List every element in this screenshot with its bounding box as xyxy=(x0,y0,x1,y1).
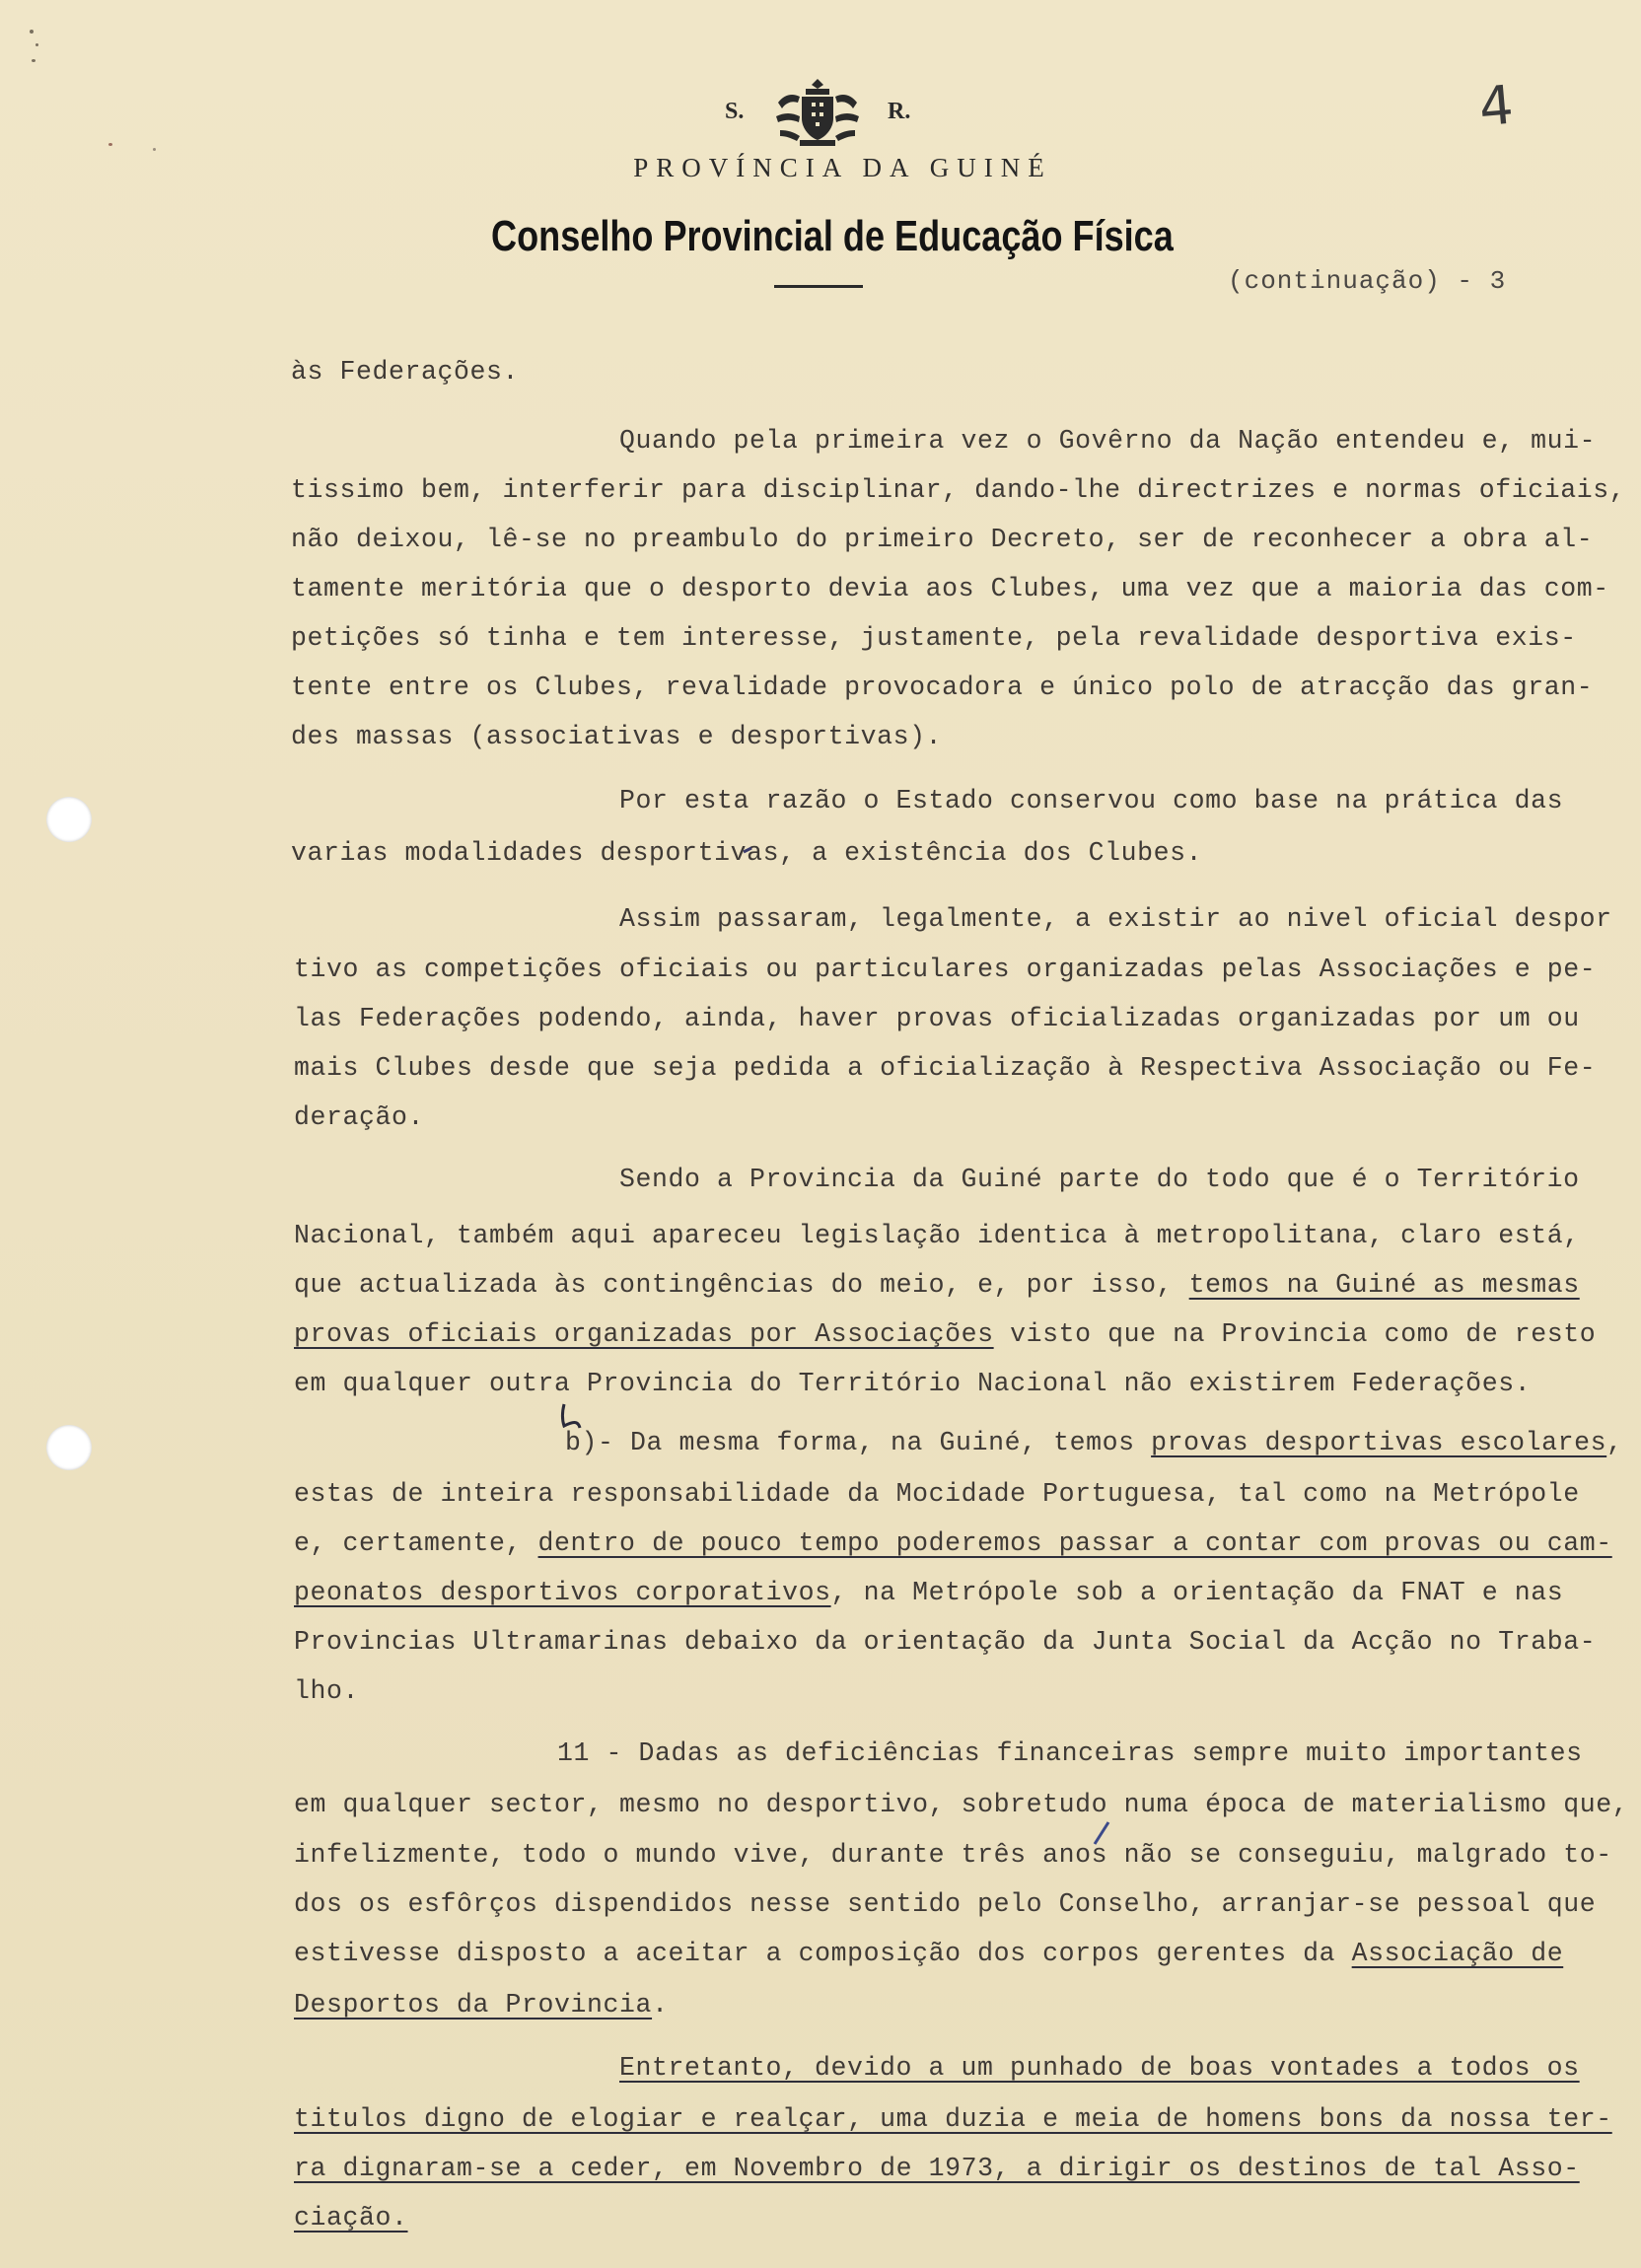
underlined-phrase: temos na Guiné as mesmas xyxy=(1188,1270,1580,1300)
text-span: varias modalidades desportivas, a existência dos Clubes. xyxy=(291,838,1203,868)
underlined-phrase: Entretanto, devido a um punhado de boas vontades a todos os xyxy=(619,2053,1580,2083)
seal-left-letter: S. xyxy=(725,99,745,124)
text-span: às Federações. xyxy=(291,357,520,387)
council-title: Conselho Provincial de Educação Física xyxy=(491,212,1174,260)
text-span: em qualquer outra Provincia do Território Nacional não existirem Federações. xyxy=(294,1369,1532,1398)
text-span: Por esta razão o Estado conservou como base na prática das xyxy=(619,786,1564,815)
text-span: , na Metrópole sob a orientação da FNAT e nas xyxy=(830,1578,1564,1607)
continuation-note: (continuação) - 3 xyxy=(1228,266,1507,296)
text-span: tamente meritória que o desporto devia aos Clubes, uma vez que a maioria das com- xyxy=(291,574,1609,603)
text-span: 11 - Dadas as deficiências financeiras sempre muito importantes xyxy=(557,1738,1583,1768)
text-span: petições só tinha e tem interesse, justamente, pela revalidade desportiva exis- xyxy=(291,623,1577,653)
text-span: e, certamente, xyxy=(294,1528,538,1558)
underlined-phrase: Associação de xyxy=(1351,1939,1564,1968)
text-span: estas de inteira responsabilidade da Mocidade Portuguesa, tal como na Metrópole xyxy=(294,1479,1580,1509)
text-span: infelizmente, todo o mundo vive, durante três anos não se conseguiu, malgrado to- xyxy=(294,1840,1612,1870)
underlined-phrase: ra dignaram-se a ceder, em Novembro de 1973, a dirigir os destinos de tal Asso- xyxy=(294,2154,1580,2183)
text-span: estivesse disposto a aceitar a composição dos corpos gerentes da xyxy=(294,1939,1352,1968)
text-span: mais Clubes desde que seja pedida a oficialização à Respectiva Associação ou Fe- xyxy=(294,1053,1597,1083)
text-span: visto que na Provincia como de resto xyxy=(993,1319,1597,1349)
text-span: dos os esfôrços dispendidos nesse sentido pelo Conselho, arranjar-se pessoal que xyxy=(294,1889,1597,1919)
underlined-phrase: dentro de pouco tempo poderemos passar a contar com provas ou cam- xyxy=(537,1528,1612,1558)
text-span: Assim passaram, legalmente, a existir ao nivel oficial despor xyxy=(619,904,1612,934)
text-span: tivo as competições oficiais ou particulares organizadas pelas Associações e pe- xyxy=(294,955,1597,984)
text-span: tissimo bem, interferir para disciplinar, dando-lhe directrizes e normas oficiais, xyxy=(291,475,1626,505)
text-span: Nacional, também aqui apareceu legislação identica à metropolitana, claro está, xyxy=(294,1221,1580,1250)
text-span: , xyxy=(1606,1428,1623,1457)
text-span: . xyxy=(652,1990,669,2020)
text-span: las Federações podendo, ainda, haver provas oficializadas organizadas por um ou xyxy=(294,1004,1580,1033)
text-span: deração. xyxy=(294,1102,425,1132)
underlined-phrase: titulos digno de elogiar e realçar, uma duzia e meia de homens bons da nossa ter- xyxy=(294,2104,1612,2134)
province-title: PROVÍNCIA DA GUINÉ xyxy=(633,153,1052,182)
text-span: que actualizada às contingências do meio, e, por isso, xyxy=(294,1270,1189,1300)
handwritten-page-number: 4 xyxy=(1476,73,1517,139)
text-span: des massas (associativas e desportivas). xyxy=(291,722,943,751)
text-span: b)- Da mesma forma, na Guiné, temos xyxy=(565,1428,1152,1457)
text-span: lho. xyxy=(294,1676,360,1706)
underlined-phrase: provas oficiais organizadas por Associações xyxy=(294,1319,994,1349)
underlined-phrase: provas desportivas escolares xyxy=(1151,1428,1607,1457)
seal-right-letter: R. xyxy=(888,99,911,124)
text-span: Quando pela primeira vez o Govêrno da Nação entendeu e, mui- xyxy=(619,426,1597,456)
text-span: em qualquer sector, mesmo no desportivo, sobretudo numa época de materialismo que, xyxy=(294,1790,1629,1819)
underlined-phrase: ciação. xyxy=(294,2203,408,2233)
text-span: não deixou, lê-se no preambulo do primeiro Decreto, ser de reconhecer a obra al- xyxy=(291,525,1594,554)
text-span: tente entre os Clubes, revalidade provocadora e único polo de atracção das gran- xyxy=(291,673,1594,702)
underlined-phrase: Desportos da Provincia xyxy=(294,1990,653,2020)
text-span: Provincias Ultramarinas debaixo da orientação da Junta Social da Acção no Traba- xyxy=(294,1627,1597,1657)
underlined-phrase: peonatos desportivos corporativos xyxy=(294,1578,831,1607)
text-span: Sendo a Provincia da Guiné parte do todo que é o Território xyxy=(619,1165,1580,1194)
